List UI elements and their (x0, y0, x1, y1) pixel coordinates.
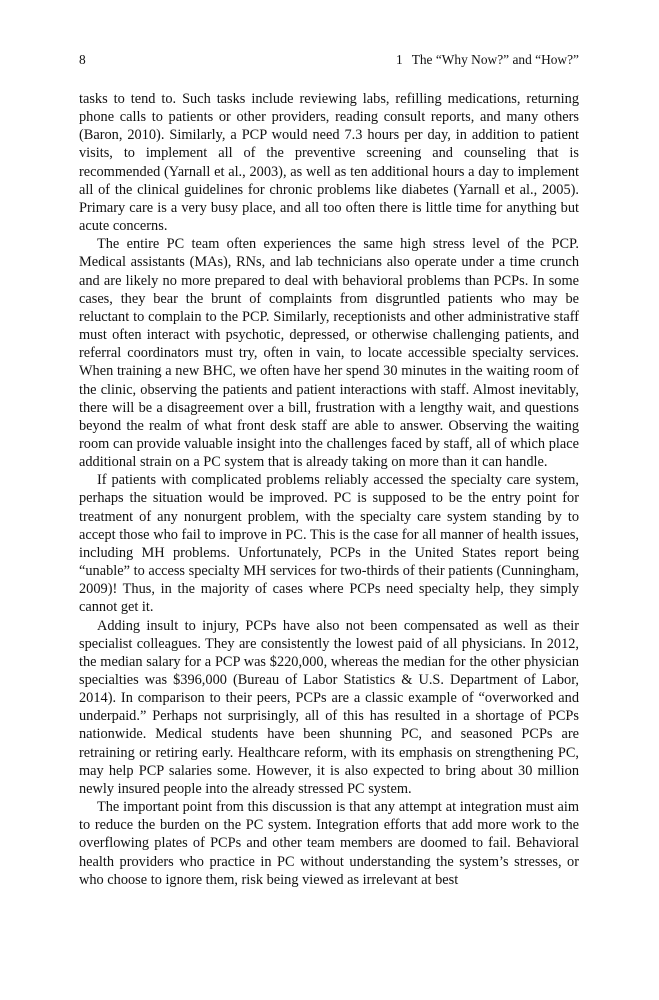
paragraph-specialty-access: If patients with complicated problems reliably accessed the specialty care system, perhaps the situation would be improved. PC is supposed to be the entry point for treatment of any nonurgent problem, with the specialty care system standing by to accept those who fail to improve in PC. This is the case for all manner of health issues, including MH problems. Unfortunately, PCPs in the United States report being “unable” to access specialty MH services for two-thirds of their patients (Cunningham, 2009)! Thus, in the majority of cases where PCPs need specialty help, they simply cannot get it. (79, 472, 579, 616)
chapter-title-text: The “Why Now?” and “How?” (411, 52, 579, 67)
paragraph-pcp-compensation: Adding insult to injury, PCPs have also not been compensated as well as their specialist colleagues. They are consistently the lowest paid of all physicians. In 2012, the median salary for a PCP was $220,000, whereas the median for the other physician specialties was $396,000 (Bureau of Labor Statistics & U.S. Department of Labor, 2014). In comparison to their peers, PCPs are a classic example of “overworked and underpaid.” Perhaps not surprisingly, all of this has resulted in a shortage of PCPs nationwide. Medical students have been shunning PC, and seasoned PCPs are retraining or retiring early. Healthcare reform, with its emphasis on strengthening PC, may help PCP salaries some. However, it is also expected to bring about 30 million newly insured people into the already stressed PC system. (79, 617, 579, 797)
paragraph-integration-burden: The important point from this discussion is that any attempt at integration must aim to reduce the burden on the PC system. Integration efforts that add more work to the overflowing plates of PCPs and other team members are doomed to fail. Behavioral health providers who practice in PC without understanding the system’s stresses, or who choose to ignore them, risk being viewed as irrelevant at best (79, 799, 579, 888)
page-number: 8 (79, 52, 86, 67)
chapter-number: 1 (395, 52, 403, 67)
running-head (79, 51, 579, 69)
chapter-running-title (396, 51, 579, 69)
paragraph-workload-continued: tasks to tend to. Such tasks include reviewing labs, refilling medications, returning phone calls to patients or other providers, reading consult reports, and many others (Baron, 2010). Similarly, a PCP would need 7.3 hours per day, in addition to patient visits, to implement all of the preventive screening and counseling that is recommended (Yarnall et al., 2003), as well as ten additional hours a day to implement all of the clinical guidelines for chronic problems like diabetes (Yarnall et al., 2005). Primary care is a very busy place, and all too often there is little time for anything but acute concerns. (79, 91, 579, 235)
body-text (79, 90, 579, 888)
paragraph-pc-team-stress: The entire PC team often experiences the same high stress level of the PCP. Medical assistants (MAs), RNs, and lab technicians also operate under a time crunch and are likely no more prepared to deal with behavioral problems than PCPs. In some cases, they bear the brunt of complaints from disgruntled patients who may be reluctant to complain to the PCP. Similarly, receptionists and other administrative staff must often interact with psychotic, depressed, or otherwise challenging patients, and referral coordinators must try, often in vain, to locate accessible specialty services. When training a new BHC, we often have her spend 30 minutes in the waiting room of the clinic, observing the patients and patient interactions with staff. Almost inevitably, there will be a disagreement over a bill, frustration with a lengthy wait, and questions beyond the realm of what front desk staff are able to answer. Observing the waiting room can provide valuable insight into the challenges faced by staff, all of which place additional strain on a PC system that is already taking on more than it can handle. (79, 236, 579, 471)
